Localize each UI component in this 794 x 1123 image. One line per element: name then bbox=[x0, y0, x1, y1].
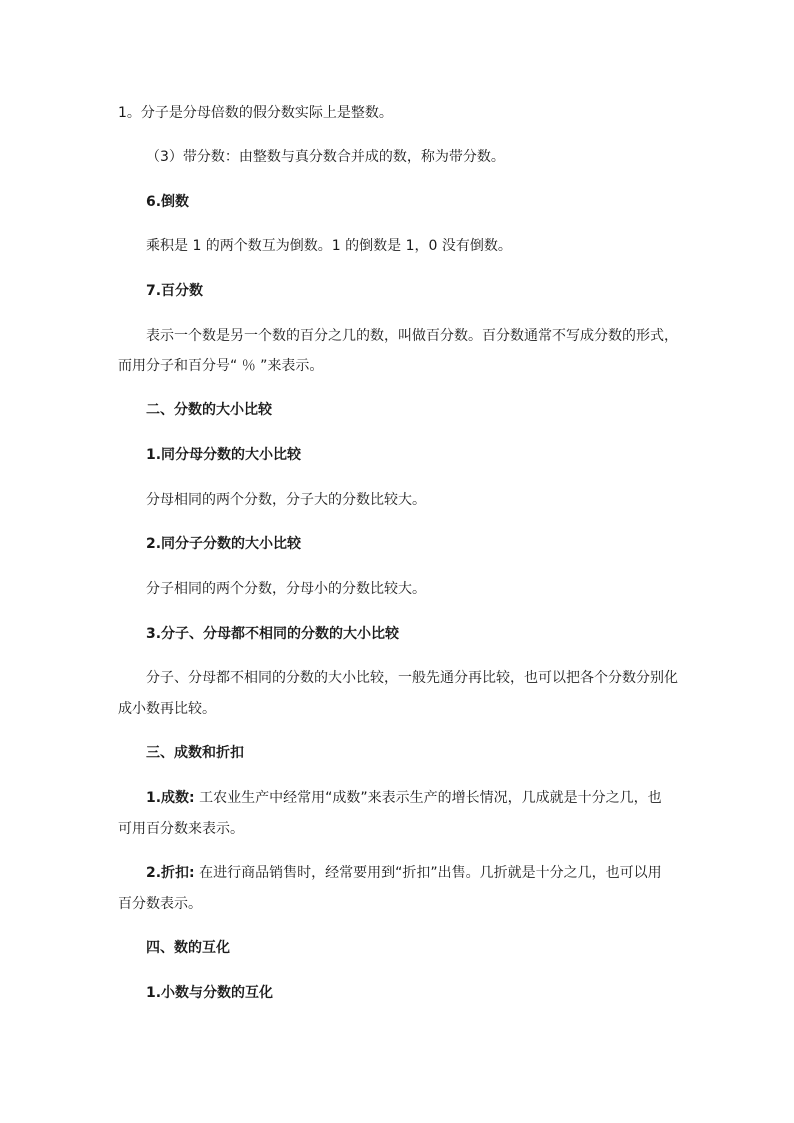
paragraph-different-terms-line-1: 分子、分母都不相同的分数的大小比较，一般先通分再比较，也可以把各个分数分别化 bbox=[146, 670, 678, 686]
paragraph-improper-fraction: 1。分子是分母倍数的假分数实际上是整数。 bbox=[118, 105, 393, 121]
section-heading-conversion: 四、数的互化 bbox=[146, 940, 230, 956]
paragraph-different-terms-line-2: 成小数再比较。 bbox=[118, 701, 216, 717]
paragraph-reciprocal: 乘积是 1 的两个数互为倒数。1 的倒数是 1，0 没有倒数。 bbox=[146, 238, 512, 254]
text-discount: 在进行商品销售时，经常要用到“折扣”出售。几折就是十分之几，也可以用 bbox=[194, 865, 662, 881]
paragraph-same-denominator: 分母相同的两个分数，分子大的分数比较大。 bbox=[146, 492, 426, 508]
section-heading-fraction-comparison: 二、分数的大小比较 bbox=[146, 402, 272, 418]
heading-same-denominator: 1.同分母分数的大小比较 bbox=[146, 447, 302, 463]
text-percentage: 工农业生产中经常用“成数”来表示生产的增长情况，几成就是十分之几，也 bbox=[194, 790, 662, 806]
paragraph-discount-line-2: 百分数表示。 bbox=[118, 896, 202, 912]
heading-same-numerator: 2.同分子分数的大小比较 bbox=[146, 536, 302, 552]
paragraph-percentage-line-2: 可用百分数来表示。 bbox=[118, 821, 244, 837]
heading-decimal-fraction-conversion: 1.小数与分数的互化 bbox=[146, 985, 274, 1001]
heading-percent: 7.百分数 bbox=[146, 283, 204, 299]
paragraph-same-numerator: 分子相同的两个分数，分母小的分数比较大。 bbox=[146, 581, 426, 597]
paragraph-discount-line-1 bbox=[146, 864, 662, 882]
paragraph-percentage-line-1 bbox=[146, 789, 662, 807]
heading-different-terms: 3.分子、分母都不相同的分数的大小比较 bbox=[146, 626, 400, 642]
heading-reciprocal: 6.倒数 bbox=[146, 194, 190, 210]
label-discount: 2.折扣: bbox=[146, 865, 195, 881]
section-heading-percentage-discount: 三、成数和折扣 bbox=[146, 745, 244, 761]
paragraph-mixed-number: （3）带分数：由整数与真分数合并成的数，称为带分数。 bbox=[146, 149, 505, 165]
paragraph-percent-line-2: 而用分子和百分号“ ％ ”来表示。 bbox=[118, 358, 324, 374]
paragraph-percent-line-1: 表示一个数是另一个数的百分之几的数，叫做百分数。百分数通常不写成分数的形式， bbox=[146, 328, 678, 344]
label-percentage: 1.成数: bbox=[146, 790, 195, 806]
